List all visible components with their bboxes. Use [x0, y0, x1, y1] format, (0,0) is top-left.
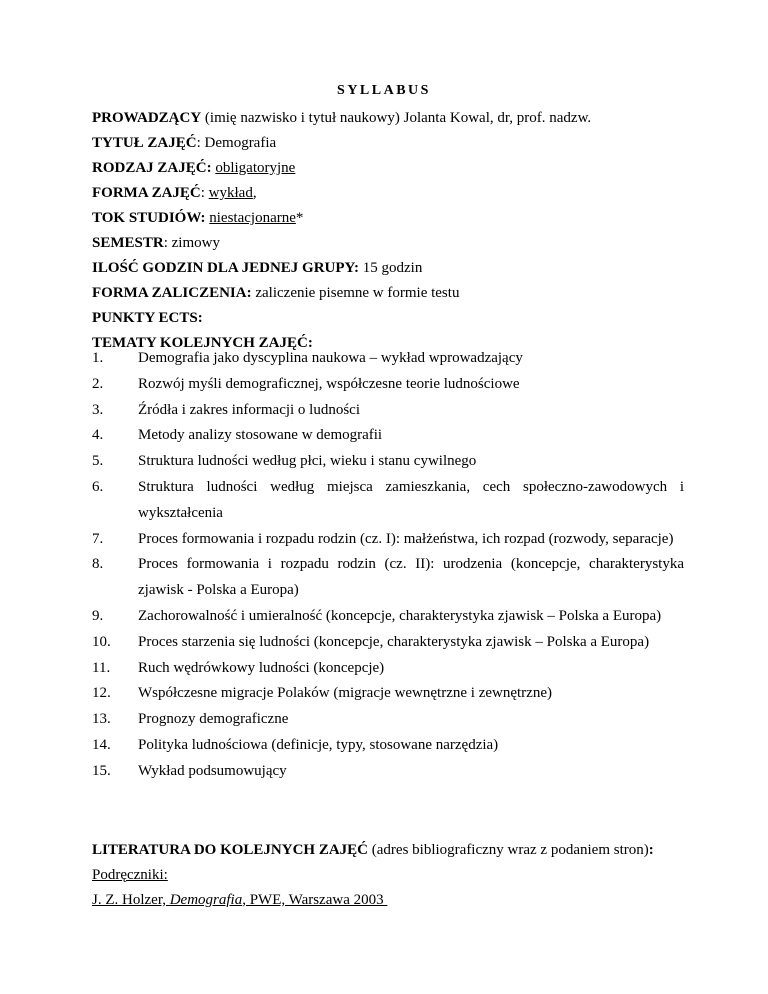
topic-number: 14.: [92, 736, 111, 753]
assessment-value: zaliczenie pisemne w formie testu: [255, 285, 460, 301]
lecturer-value: Jolanta Kowal, dr, prof. nadzw.: [403, 110, 592, 126]
study-mode-suffix: *: [295, 210, 304, 226]
study-mode-value: niestacjonarne: [209, 210, 296, 226]
topic-item: [92, 398, 684, 424]
course-title-value: Demografia: [204, 135, 277, 151]
topic-text: Proces starzenia się ludności (koncepcje, charakterystyka zjawisk – Polska a Europa): [138, 633, 650, 650]
semester-label: SEMESTR: [92, 235, 164, 251]
lecturer-label: PROWADZĄCY: [92, 110, 202, 126]
topic-item: [92, 527, 684, 553]
topic-item: [92, 423, 684, 449]
topic-text: Proces formowania i rozpadu rodzin (cz. I): małżeństwa, ich rozpad (rozwody, separacje): [138, 530, 674, 547]
topic-item: [92, 707, 684, 733]
course-title-sep: :: [196, 135, 205, 151]
topic-item: [92, 733, 684, 759]
literature-hint: (adres bibliograficzny wraz z podaniem stron): [368, 842, 649, 858]
topic-text: Współczesne migracje Polaków (migracje wewnętrzne i zewnętrzne): [138, 685, 552, 702]
topic-text: Demografia jako dyscyplina naukowa – wykład wprowadzający: [138, 350, 523, 366]
document-title: SYLLABUS: [337, 83, 431, 98]
topic-item: [92, 604, 684, 630]
topic-item: [92, 449, 684, 475]
textbooks-label: Podręczniki:: [92, 867, 168, 883]
ects-line: [92, 308, 684, 328]
topic-text: Polityka ludnościowa (definicje, typy, stosowane narzędzia): [138, 736, 499, 753]
topic-number: 8.: [92, 556, 104, 573]
course-type-line: [92, 158, 684, 178]
topic-text: Struktura ludności według płci, wieku i stanu cywilnego: [138, 453, 477, 470]
topic-number: 10.: [92, 633, 111, 650]
course-type-label: RODZAJ ZAJĘĆ:: [92, 160, 212, 176]
topic-number: 3.: [92, 401, 104, 418]
literature-colon: :: [648, 842, 654, 858]
topic-item: [92, 681, 684, 707]
textbooks-line: [92, 865, 684, 885]
course-form-value: wykład: [208, 185, 253, 201]
topic-number: 11.: [92, 659, 111, 676]
topic-number: 2.: [92, 375, 104, 392]
lecturer-line: [92, 108, 684, 128]
topic-item: [92, 372, 684, 398]
topic-item: [92, 630, 684, 656]
topic-number: 4.: [92, 427, 104, 444]
hours-line: [92, 258, 684, 278]
course-form-suffix: ,: [252, 185, 257, 201]
topics-list: [92, 346, 684, 785]
topic-number: 5.: [92, 453, 104, 470]
reference-entry: [92, 890, 684, 910]
topic-number: 9.: [92, 607, 104, 624]
topic-number: 6.: [92, 478, 104, 495]
reference-details: , PWE, Warszawa 2003: [242, 892, 388, 908]
topics-heading: TEMATY KOLEJNYCH ZAJĘĆ:: [92, 335, 313, 351]
topic-number: 12.: [92, 685, 111, 702]
semester-line: [92, 233, 684, 253]
topic-text: Metody analizy stosowane w demografii: [138, 427, 383, 444]
course-title-line: [92, 133, 684, 153]
semester-value: zimowy: [171, 235, 220, 251]
topic-item: [92, 552, 684, 604]
lecturer-hint: (imię nazwisko i tytuł naukowy): [201, 110, 404, 126]
topic-text: Struktura ludności według miejsca zamieszkania, cech społeczno-zawodowych i wykształcenia: [138, 478, 684, 521]
topic-item: [92, 346, 684, 372]
topic-text: Rozwój myśli demograficznej, współczesne teorie ludnościowe: [138, 375, 520, 392]
course-title-label: TYTUŁ ZAJĘĆ: [92, 135, 197, 151]
topic-number: 15.: [92, 762, 111, 779]
literature-line: [92, 840, 684, 860]
topic-text: Źródła i zakres informacji o ludności: [138, 401, 361, 418]
course-form-label: FORMA ZAJĘĆ: [92, 185, 201, 201]
topic-number: 7.: [92, 530, 104, 547]
course-form-sep: :: [200, 185, 209, 201]
topic-text: Proces formowania i rozpadu rodzin (cz. II): urodzenia (koncepcje, charakterystyka zjawisk - Polska a Europa): [138, 556, 684, 599]
reference-title: Demografia: [169, 892, 243, 908]
topic-text: Wykład podsumowujący: [138, 762, 287, 779]
assessment-label: FORMA ZALICZENIA:: [92, 285, 252, 301]
topic-item: [92, 759, 684, 785]
study-mode-line: [92, 208, 684, 228]
course-form-line: [92, 183, 684, 203]
topic-text: Prognozy demograficzne: [138, 711, 289, 728]
assessment-line: [92, 283, 684, 303]
hours-label: ILOŚĆ GODZIN DLA JEDNEJ GRUPY:: [92, 260, 359, 276]
literature-label: LITERATURA DO KOLEJNYCH ZAJĘĆ: [92, 842, 369, 858]
topic-number: 13.: [92, 711, 111, 728]
reference-authors: J. Z. Holzer,: [92, 892, 170, 908]
topic-text: Zachorowalność i umieralność (koncepcje, charakterystyka zjawisk – Polska a Europa): [138, 607, 662, 624]
topic-number: 1.: [92, 350, 104, 366]
topic-item: [92, 656, 684, 682]
hours-value: 15 godzin: [362, 260, 423, 276]
course-type-value: obligatoryjne: [215, 160, 296, 176]
ects-label: PUNKTY ECTS:: [92, 310, 203, 326]
topic-item: [92, 475, 684, 527]
study-mode-label: TOK STUDIÓW:: [92, 210, 206, 226]
semester-sep: :: [163, 235, 172, 251]
topic-text: Ruch wędrówkowy ludności (koncepcje): [138, 659, 385, 676]
